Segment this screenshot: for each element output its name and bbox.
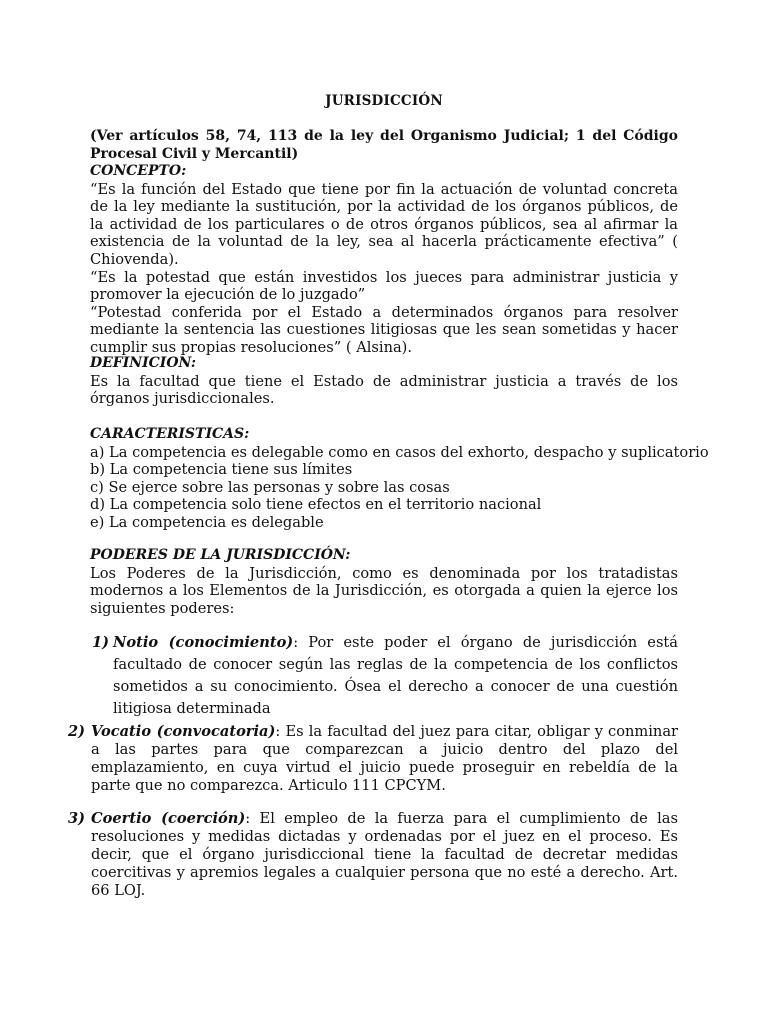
poder-number: 1) xyxy=(92,634,110,651)
poder-text: : Es la facultad del juez para citar, obligar y conminar a las partes para que comparezcan a juicio dentro del plazo del emplazamiento, en cuya virtud el juicio puede proseguir en rebeldía de la parte que no comparezca. Articulo 111 CPCYM. xyxy=(91,723,679,794)
caracteristicas-heading: CARACTERISTICAS: xyxy=(90,426,250,442)
definicion-heading: DEFINICION: xyxy=(90,355,196,371)
poderes-heading: PODERES DE LA JURISDICCIÓN: xyxy=(90,547,351,563)
poderes-section xyxy=(90,547,678,617)
document-title: JURISDICCIÓN xyxy=(325,93,443,109)
caracteristica-item: b) La competencia tiene sus límites xyxy=(90,461,353,479)
caracteristica-item: d) La competencia solo tiene efectos en el territorio nacional xyxy=(90,496,542,514)
poder-item-coertio xyxy=(68,810,678,900)
poder-text: : El empleo de la fuerza para el cumplimiento de las resoluciones y medidas dictadas y ordenadas por el juez en el proceso. Es decir, que el órgano jurisdiccional tiene la facultad de decretar medidas coercitivas y apremios legales a cualquier persona que no esté a derecho. Art. 66 LOJ. xyxy=(91,810,678,899)
caracteristica-item: c) Se ejerce sobre las personas y sobre las cosas xyxy=(90,478,450,496)
concepto-section xyxy=(90,163,678,357)
poder-body xyxy=(113,632,678,720)
poder-title: Notio (conocimiento) xyxy=(113,634,294,651)
caracteristica-item: a) La competencia es delegable como en casos del exhorto, despacho y suplicatorio xyxy=(90,443,709,461)
poder-text: : Por este poder el órgano de jurisdicción está facultado de conocer según las reglas de la competencia de los conflictos sometidos a su conocimiento. Ósea el derecho a conocer de una cuestión litigiosa determinada xyxy=(113,634,678,717)
poder-title: Coertio (coerción) xyxy=(91,810,246,827)
caracteristicas-section xyxy=(90,426,709,532)
concepto-quote-chiovenda: “Es la función del Estado que tiene por fin la actuación de voluntad concreta de la ley mediante la sustitución, por la actividad de los órganos públicos, de la actividad de los particulares o de otros órganos públicos, sea al afirmar la existencia de la voluntad de la ley, sea al hacerla prácticamente efectiva” ( Chiovenda). xyxy=(90,180,678,268)
poder-body xyxy=(91,723,678,795)
concepto-heading: CONCEPTO: xyxy=(90,163,187,179)
concepto-quote-potestad: “Es la potestad que están investidos los jueces para administrar justicia y promover la ejecución de lo juzgado” xyxy=(90,268,678,304)
poder-item-vocatio xyxy=(68,723,678,795)
poder-body xyxy=(91,810,678,900)
poder-number: 3) xyxy=(68,810,86,827)
poder-item-notio xyxy=(92,632,678,720)
caracteristica-item: e) La competencia es delegable xyxy=(90,513,324,531)
article-reference: (Ver artículos 58, 74, 113 de la ley del Organismo Judicial; 1 del Código Procesal Civil y Mercantil) xyxy=(90,128,678,162)
poder-number: 2) xyxy=(68,723,86,740)
poderes-intro: Los Poderes de la Jurisdicción, como es denominada por los tratadistas modernos a los Elementos de la Jurisdicción, es otorgada a quien la ejerce los siguientes poderes: xyxy=(90,564,678,617)
concepto-quote-alsina: “Potestad conferida por el Estado a determinados órganos para resolver mediante la sentencia las cuestiones litigiosas que les sean sometidas y hacer cumplir sus propias resoluciones” ( Alsina). xyxy=(90,303,678,356)
definicion-text: Es la facultad que tiene el Estado de administrar justicia a través de los órganos jurisdiccionales. xyxy=(90,372,678,408)
poder-title: Vocatio (convocatoria) xyxy=(91,723,276,740)
definicion-section xyxy=(90,355,678,408)
